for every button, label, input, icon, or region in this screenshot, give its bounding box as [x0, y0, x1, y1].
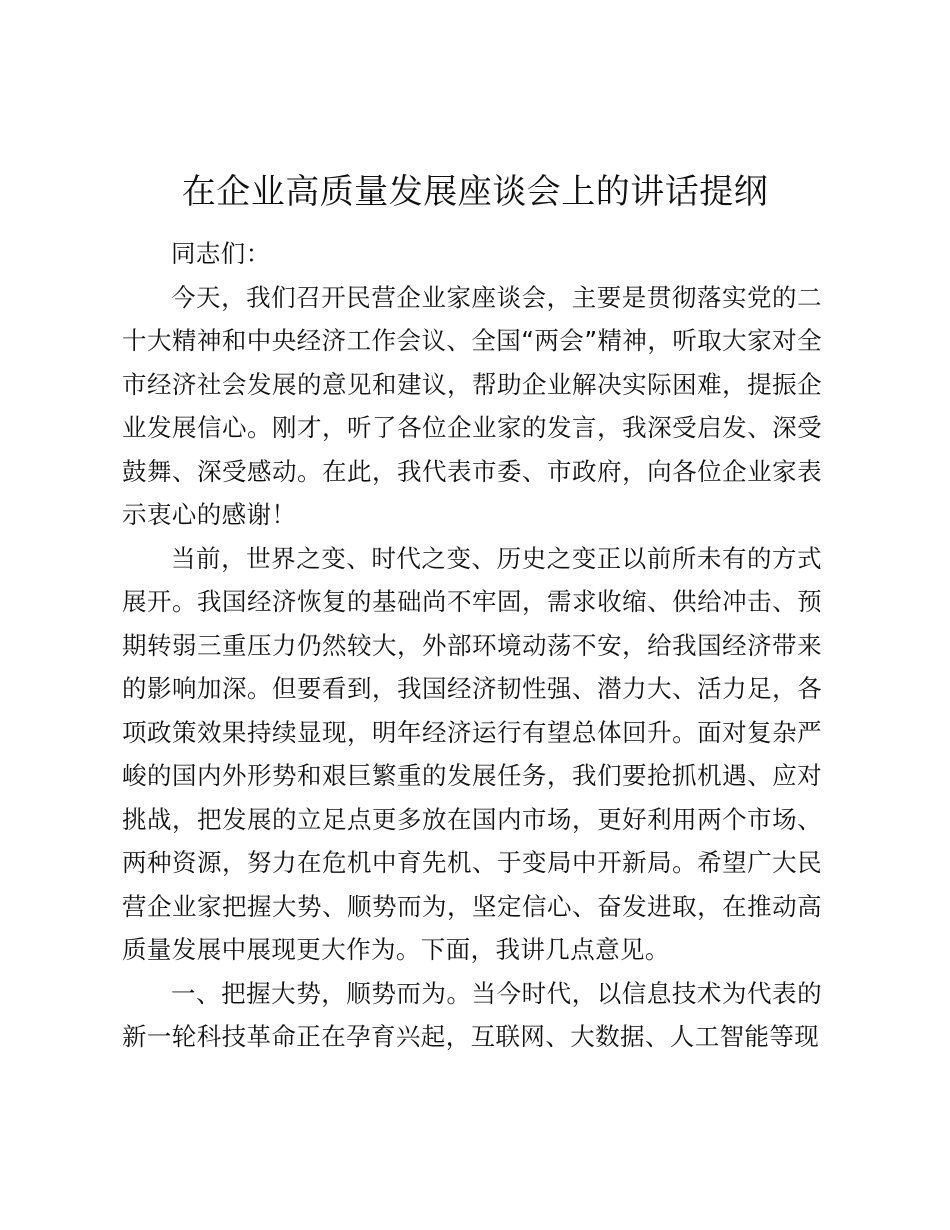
document-title: 在企业高质量发展座谈会上的讲话提纲 [181, 172, 769, 212]
greeting: 同志们： [171, 239, 271, 268]
paragraph-situation: 当前，世界之变、时代之变、历史之变正以前所未有的方式展开。我国经济恢复的基础尚不牢固，需求收缩、供给冲击、预期转弱三重压力仍然较大，外部环境动荡不安，给我国经济带来的影响加深。但要看到，我国经济韧性强、潜力大、活力足，各项政策效果持续显现，明年经济运行有望总体回升。面对复杂严峻的国内外形势和艰巨繁重的发展任务，我们要抢抓机遇、应对挑战，把发展的立足点更多放在国内市场，更好利用两个市场、两种资源，努力在危机中育先机、于变局中开新局。希望广大民营企业家把握大势、顺势而为，坚定信心、奋发进取，在推动高质量发展中展现更大作为。下面，我讲几点意见。 [122, 543, 822, 964]
paragraph-point-one: 一、把握大势，顺势而为。当今时代，以信息技术为代表的新一轮科技革命正在孕育兴起，互联网、大数据、人工智能等现 [122, 978, 822, 1051]
paragraph-opening: 今天，我们召开民营企业家座谈会，主要是贯彻落实党的二十大精神和中央经济工作会议、全国“两会”精神，听取大家对全市经济社会发展的意见和建议，帮助企业解决实际困难，提振企业发展信心。刚才，听了各位企业家的发言，我深受启发、深受鼓舞、深受感动。在此，我代表市委、市政府，向各位企业家表示衷心的感谢！ [122, 282, 822, 529]
document-body [122, 232, 822, 1059]
